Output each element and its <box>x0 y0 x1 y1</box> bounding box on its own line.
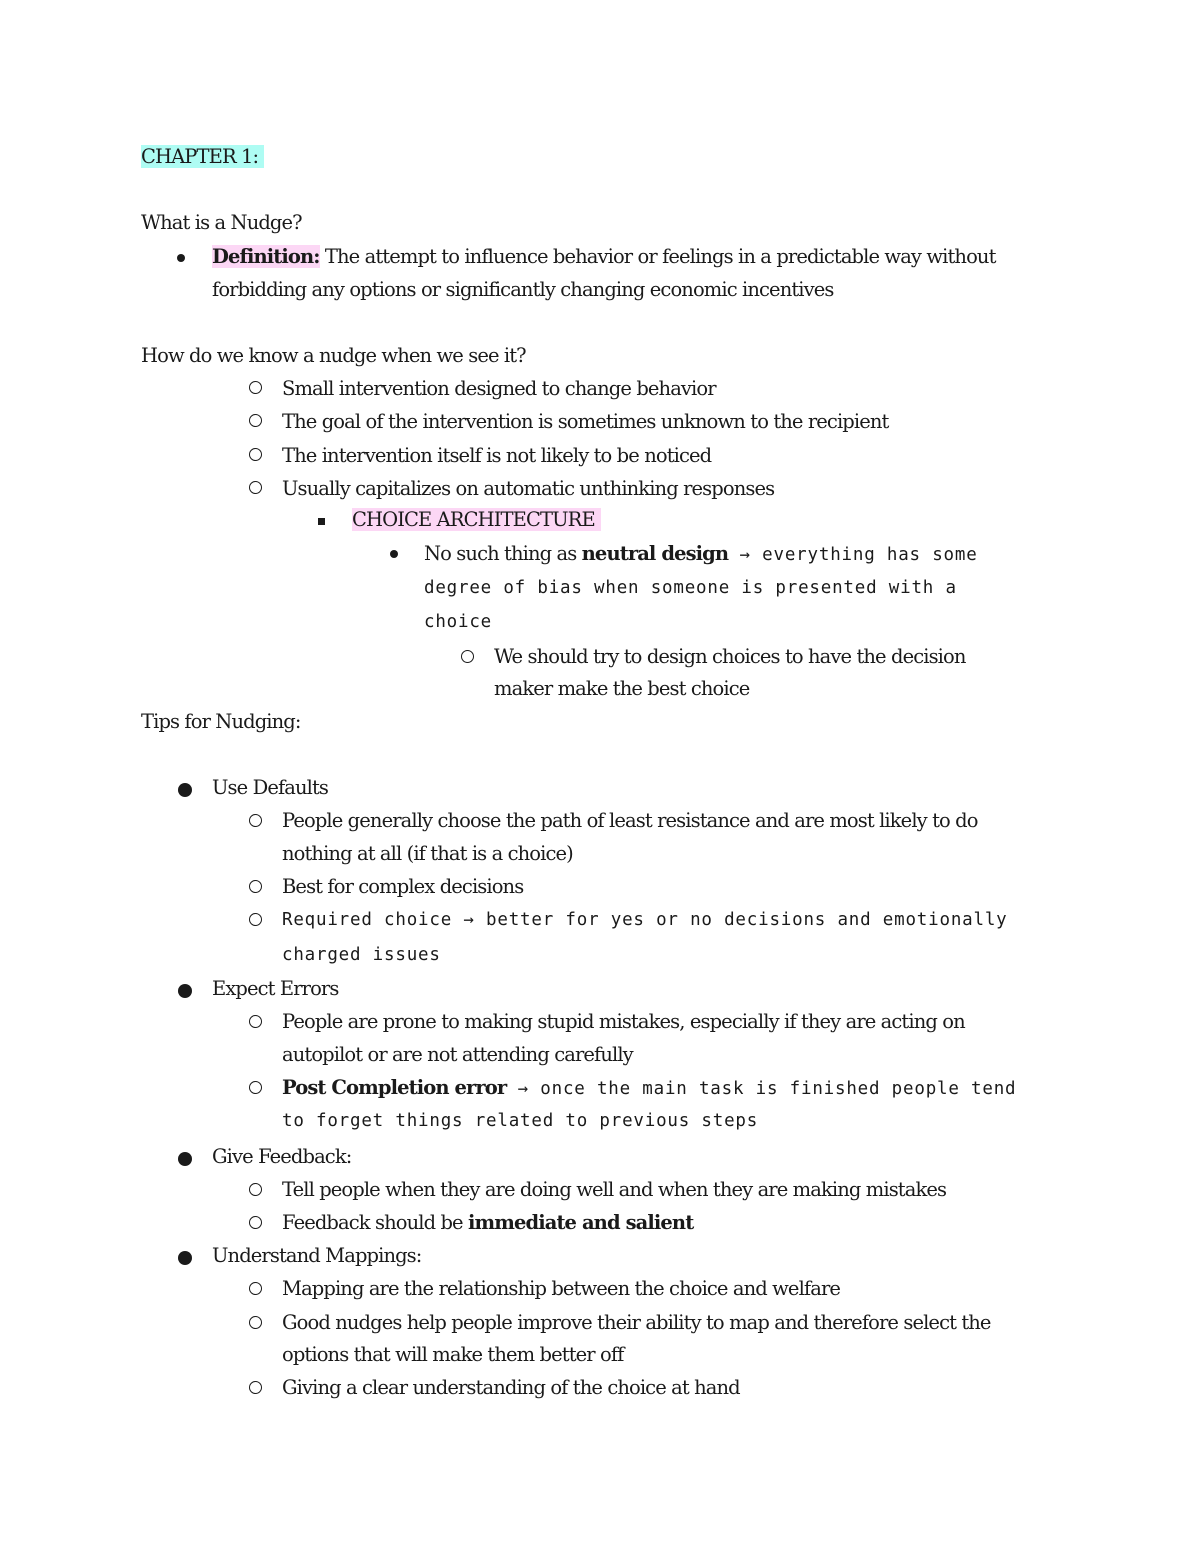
tips-heading: Tips for Nudging: <box>141 710 301 733</box>
know-question: How do we know a nudge when we see it? <box>141 344 526 367</box>
post-completion-text-1: → once the main task is finished people tend <box>506 1079 1017 1099</box>
errors-item-2-line-2: to forget things related to previous steps <box>282 1111 759 1131</box>
mappings-item-2-line-2: options that will make them better off <box>282 1343 624 1366</box>
circle-bullet-icon <box>249 381 262 394</box>
circle-bullet-icon <box>461 650 474 663</box>
feedback-item-2 <box>282 1209 693 1237</box>
bullet-icon <box>177 254 185 262</box>
bullet-icon <box>178 1251 192 1265</box>
circle-bullet-icon <box>249 448 262 461</box>
defaults-item-1-line-2: nothing at all (if that is a choice) <box>282 842 573 865</box>
know-item: The intervention itself is not likely to be noticed <box>282 444 712 467</box>
know-item: The goal of the intervention is sometimes unknown to the recipient <box>282 410 889 433</box>
errors-item-2-line-1 <box>282 1074 1016 1103</box>
errors-item-1-line-1: People are prone to making stupid mistakes, especially if they are acting on <box>282 1010 965 1033</box>
post-completion-term: Post Completion error <box>282 1076 507 1099</box>
neutral-design-line-3: choice <box>424 612 493 632</box>
defaults-item-3-line-1: Required choice → better for yes or no decisions and emotionally <box>282 910 1008 930</box>
circle-bullet-icon <box>249 1316 262 1329</box>
tip-defaults-label: Use Defaults <box>212 776 329 799</box>
bullet-icon <box>178 984 192 998</box>
design-choices-line-2: maker make the best choice <box>494 677 750 700</box>
circle-bullet-icon <box>249 913 262 926</box>
circle-bullet-icon <box>249 1081 262 1094</box>
circle-bullet-icon <box>249 1216 262 1229</box>
know-item: Usually capitalizes on automatic unthinking responses <box>282 477 775 500</box>
neutral-prefix: No such thing as <box>424 542 582 565</box>
tip-feedback-label: Give Feedback: <box>212 1145 352 1168</box>
bullet-icon <box>178 783 192 797</box>
know-item: Small intervention designed to change behavior <box>282 377 716 400</box>
circle-bullet-icon <box>249 481 262 494</box>
neutral-design-line-1 <box>424 540 978 569</box>
definition-text-1: The attempt to influence behavior or feelings in a predictable way without <box>319 245 996 268</box>
mappings-item-3: Giving a clear understanding of the choice at hand <box>282 1376 740 1399</box>
bullet-icon <box>178 1152 192 1166</box>
circle-bullet-icon <box>249 1015 262 1028</box>
feedback-item-2-prefix: Feedback should be <box>282 1211 468 1234</box>
errors-item-1-line-2: autopilot or are not attending carefully <box>282 1043 633 1066</box>
definition-line-2: forbidding any options or significantly changing economic incentives <box>212 278 834 301</box>
design-choices-line-1: We should try to design choices to have the decision <box>494 645 966 668</box>
circle-bullet-icon <box>249 880 262 893</box>
choice-architecture-label: CHOICE ARCHITECTURE <box>352 508 601 531</box>
circle-bullet-icon <box>249 814 262 827</box>
defaults-item-1-line-1: People generally choose the path of least resistance and are most likely to do <box>282 809 978 832</box>
nudge-question: What is a Nudge? <box>141 211 302 234</box>
choice-architecture-heading <box>352 506 601 534</box>
neutral-mono-1: → everything has some <box>728 545 978 565</box>
tip-mappings-label: Understand Mappings: <box>212 1244 422 1267</box>
definition-term: Definition: <box>212 245 320 268</box>
feedback-item-1: Tell people when they are doing well and when they are making mistakes <box>282 1178 947 1201</box>
circle-bullet-icon <box>249 1183 262 1196</box>
circle-bullet-icon <box>249 1381 262 1394</box>
feedback-item-2-bold: immediate and salient <box>467 1211 694 1234</box>
defaults-item-2: Best for complex decisions <box>282 875 524 898</box>
square-bullet-icon <box>318 518 325 525</box>
defaults-item-3-line-2: charged issues <box>282 945 441 965</box>
mappings-item-1: Mapping are the relationship between the choice and welfare <box>282 1277 841 1300</box>
tip-errors-label: Expect Errors <box>212 977 339 1000</box>
chapter-title: CHAPTER 1: <box>141 145 264 168</box>
neutral-bold: neutral design <box>581 542 729 565</box>
circle-bullet-icon <box>249 414 262 427</box>
definition-line-1 <box>212 243 996 271</box>
chapter-heading <box>141 143 264 171</box>
neutral-design-line-2: degree of bias when someone is presented with a <box>424 578 957 598</box>
mappings-item-2-line-1: Good nudges help people improve their ability to map and therefore select the <box>282 1311 991 1334</box>
circle-bullet-icon <box>249 1282 262 1295</box>
bullet-icon <box>390 550 398 558</box>
